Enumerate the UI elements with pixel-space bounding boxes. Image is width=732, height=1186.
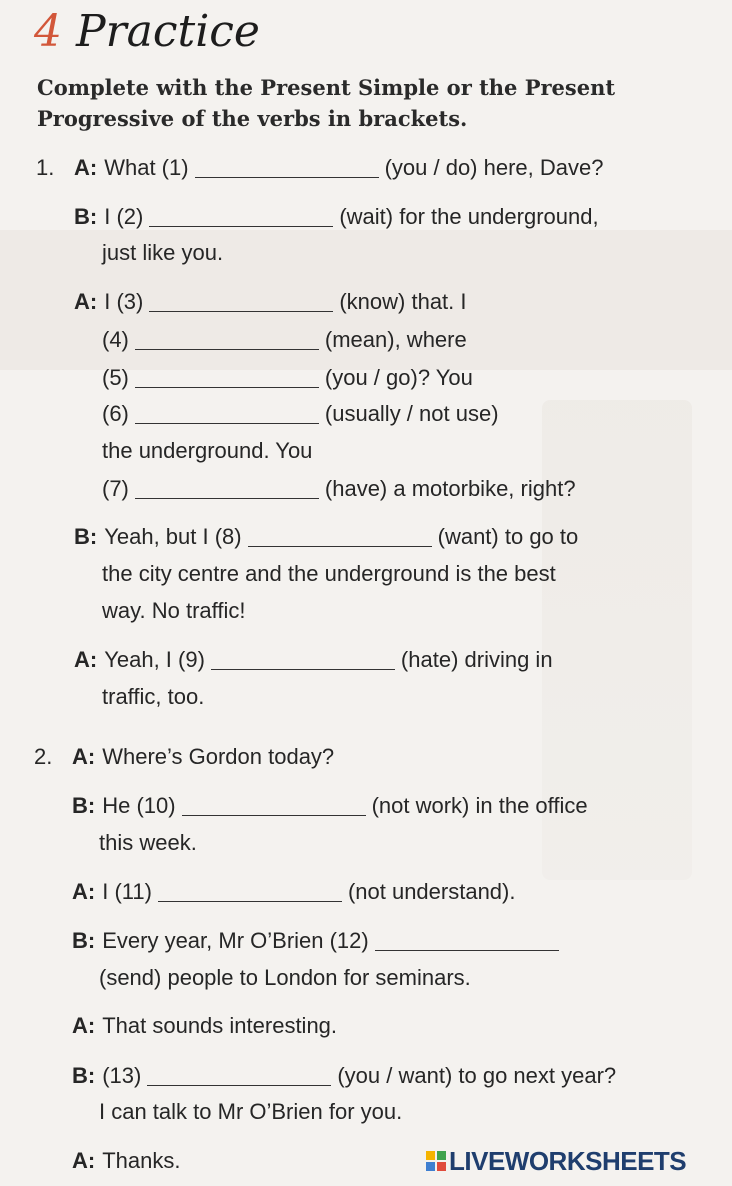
speaker-label: A: (74, 647, 98, 672)
dialogue-continuation: just like you. (102, 240, 224, 265)
speaker-label: B: (74, 524, 98, 549)
instruction-line-2: Progressive of the verbs in brackets. (37, 106, 468, 131)
liveworksheets-logo[interactable] (426, 1146, 686, 1177)
dialogue-continuation: way. No traffic! (102, 598, 246, 623)
exercise-number: 4 (34, 6, 62, 57)
speaker-label: B: (74, 204, 98, 229)
dialogue-line: A: That sounds interesting. (72, 1013, 338, 1038)
speaker-label: A: (72, 1148, 96, 1173)
answer-blank-5[interactable] (135, 365, 319, 388)
dialogue-line: (4) (mean), where (102, 327, 467, 352)
dialogue-continuation: traffic, too. (102, 684, 205, 709)
answer-blank-6[interactable] (135, 401, 319, 424)
dialogue-number-1: 1. (36, 155, 55, 180)
speaker-label: B: (72, 928, 96, 953)
dialogue-continuation: the underground. You (102, 438, 313, 463)
liveworksheets-logo-icon (426, 1151, 446, 1171)
dialogue-line: A: I (3) (know) that. I (74, 289, 467, 314)
dialogue-line: B: Yeah, but I (8) (want) to go to (74, 524, 579, 549)
answer-blank-8[interactable] (248, 524, 432, 547)
instruction-line-1: Complete with the Present Simple or the Present (37, 75, 616, 100)
dialogue-line: (5) (you / go)? You (102, 365, 473, 390)
speaker-label: A: (72, 1013, 96, 1038)
logo-text: LIVEWORKSHEETS (449, 1146, 687, 1176)
answer-blank-11[interactable] (158, 879, 342, 902)
speaker-label: B: (72, 793, 96, 818)
dialogue-line: B: (13) (you / want) to go next year? (72, 1063, 617, 1088)
dialogue-line: (7) (have) a motorbike, right? (102, 476, 576, 501)
dialogue-line: B: He (10) (not work) in the office (72, 793, 588, 818)
dialogue-line: (6) (usually / not use) (102, 401, 499, 426)
exercise-title: Practice (76, 6, 260, 57)
speaker-label: A: (74, 289, 98, 314)
speaker-label: A: (72, 744, 96, 769)
speaker-label: A: (72, 879, 96, 904)
dialogue-line: B: I (2) (wait) for the underground, (74, 204, 599, 229)
dialogue-continuation: the city centre and the underground is the best (102, 561, 556, 586)
speaker-label: A: (74, 155, 98, 180)
dialogue-line: A: I (11) (not understand). (72, 879, 516, 904)
answer-blank-12[interactable] (375, 928, 559, 951)
answer-blank-1[interactable] (195, 155, 379, 178)
dialogue-number-2: 2. (34, 744, 53, 769)
dialogue-line: A: Thanks. (72, 1148, 181, 1173)
answer-blank-9[interactable] (211, 647, 395, 670)
answer-blank-10[interactable] (182, 793, 366, 816)
dialogue-continuation: this week. (99, 830, 197, 855)
dialogue-continuation: I can talk to Mr O’Brien for you. (99, 1099, 403, 1124)
dialogue-line: A: Yeah, I (9) (hate) driving in (74, 647, 553, 672)
dialogue-continuation: (send) people to London for seminars. (99, 965, 471, 990)
dialogue-line: A: What (1) (you / do) here, Dave? (74, 155, 604, 180)
exercise-heading (34, 6, 260, 57)
speaker-label: B: (72, 1063, 96, 1088)
answer-blank-4[interactable] (135, 327, 319, 350)
answer-blank-13[interactable] (147, 1063, 331, 1086)
answer-blank-2[interactable] (149, 204, 333, 227)
answer-blank-7[interactable] (135, 476, 319, 499)
answer-blank-3[interactable] (149, 289, 333, 312)
dialogue-line: B: Every year, Mr O’Brien (12) (72, 928, 565, 954)
instructions (37, 72, 615, 134)
dialogue-line: A: Where’s Gordon today? (72, 744, 335, 769)
